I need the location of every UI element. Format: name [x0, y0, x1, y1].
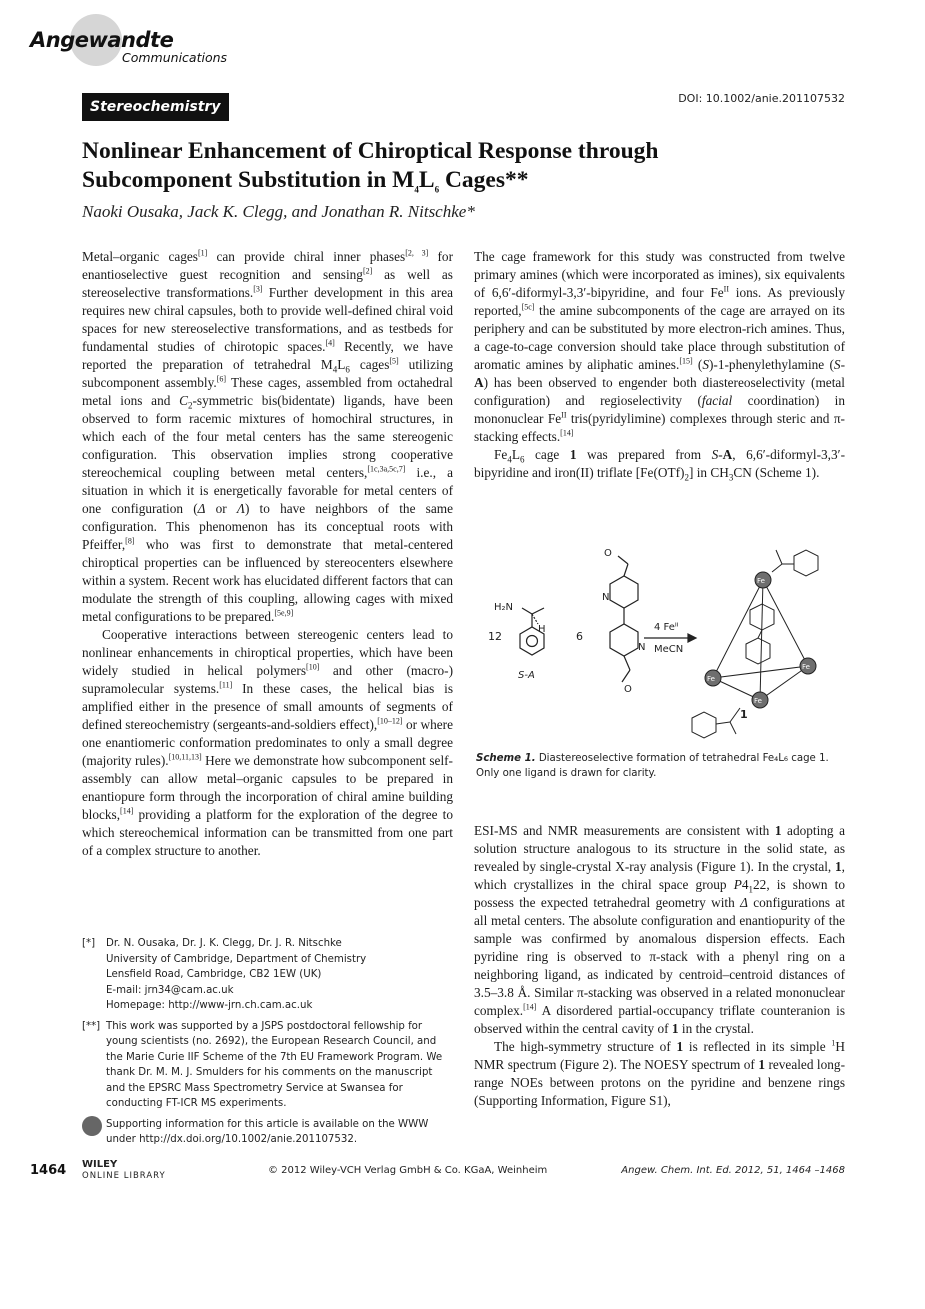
- scheme-caption: [476, 751, 846, 781]
- footnote-homepage[interactable]: Homepage: http://www-jrn.ch.cam.ac.uk: [106, 1000, 313, 1011]
- footnote-line: conducting FT-ICR MS experiments.: [106, 1098, 287, 1109]
- label-fe: Fe: [757, 577, 765, 585]
- journal-reference: Angew. Chem. Int. Ed. 2012, 51, 1464 –1468: [621, 1165, 845, 1176]
- paragraph: ESI-MS and NMR measurements are consistent with 1 adopting a solution structure analogous to its structure in the solid state, as revealed by single-crystal X-ray analysis (Figure 1). In the crystal, 1, which crystallizes in the chiral space group $P4_122$, is shown to possess the expected tetrahedral geometry with Δ configurations at all metal centers. The absolute configuration and enantiopurity of the sample was confirmed by anomalous dispersion effects. Each pyridine ring is observed to π-stack with a phenyl ring on a neighboring ligand, as indicated by centroid–centroid distances of 3.5–3.8 Å. Similar π-stacking was observed in a related mononuclear complex.[14] A disordered partial-occupancy triflate counteranion is observed within the central cavity of 1 in the crystal.: [474, 823, 846, 1036]
- scheme-caption-label: Scheme 1.: [476, 753, 536, 764]
- footnote-supporting-info: [82, 1117, 456, 1148]
- label-6: 6: [576, 630, 583, 643]
- footnote-line: Supporting information for this article is available on the WWW: [106, 1118, 429, 1130]
- footnote-line: thank Dr. M. M. J. Smulders for his comments on the manuscript: [106, 1067, 433, 1078]
- footnote-acknowledgement: [82, 1019, 456, 1112]
- wiley-logo: [82, 1159, 166, 1182]
- paragraph: The cage framework for this study was constructed from twelve primary amines (which were incorporated as imines), six equivalents of 6,6′-diformyl-3,3′-bipyridine, and four $Fe^{II}$ ions. As previously reported,[5c] the amine subcomponents of the cage are arrayed on its periphery and can be substituted by more electron-rich amines. Thus, a cage-to-cage conversion should take place through substitution of aromatic amines by aliphatic amines.[15] (S)-1-phenylethylamine (S-A) has been observed to engender both diastereoselectivity (metal configuration) and regioselectivity (facial coordination) in mononuclear $Fe^{II}$ tris(pyridylimine) complexes through steric and π-stacking effects.[14]: [474, 249, 846, 444]
- label-n-bottom: N: [638, 642, 646, 653]
- footnotes: [82, 936, 456, 1153]
- label-o-bottom: O: [624, 684, 632, 695]
- body-text-right-lower: [474, 822, 845, 1110]
- scheme-caption-text: Diastereoselective formation of tetrahedral Fe₄L₆ cage 1. Only one ligand is drawn for clarity.: [476, 753, 829, 779]
- footnote-line: and the EPSRC Mass Spectrometry Service at Swansea for: [106, 1082, 403, 1094]
- body-text-left: [82, 248, 453, 860]
- footnote-line: University of Cambridge, Department of Chemistry: [106, 953, 367, 965]
- footnote-line: Lensfield Road, Cambridge, CB2 1EW (UK): [106, 969, 322, 980]
- label-o-top: O: [604, 548, 612, 559]
- footnote-mark: [**]: [82, 1020, 101, 1032]
- label-n-top: N: [602, 592, 610, 603]
- title-line-2: Subcomponent Substitution in $M_4L_6$ Cages**: [82, 167, 529, 195]
- reaction-arrow: [644, 634, 696, 642]
- label-fe: Fe: [754, 697, 762, 705]
- article-title: [82, 137, 852, 195]
- author-list: Naoki Ousaka, Jack K. Clegg, and Jonathan R. Nitschke*: [82, 202, 475, 221]
- scheme-1-graphic: [478, 540, 848, 750]
- footnote-mark: [*]: [82, 938, 96, 949]
- footnote-link[interactable]: under http://dx.doi.org/10.1002/anie.201107532.: [106, 1134, 358, 1145]
- paragraph: Metal–organic cages[1] can provide chiral inner phases[2, 3] for enantioselective guest recognition and sensing[2] as well as stereoselective transformations.[3] Further development in this area requires new chiral capsules, both to provide well-defined chiral void spaces for new stereoselective transformations, and as testbeds for fundamental studies of chirotopic spaces.[4] Recently, we have reported the preparation of tetrahedral $M_4L_6$ cages[5] utilizing subcomponent assembly.[6] These cages, assembled from octahedral metal ions and $C_2$-symmetric bis(bidentate) ligands, have been observed to form racemic mixtures of homochiral structures, in which each of the four metal centers has the same stereogenic configuration. This observation implies strong cooperative stereochemical coupling between metal centers,[1c,3a,5c,7] i.e., a situation in which it is energetically favorable for metal centers of one configuration (Δ or Λ) to have neighbors of the same configuration. This phenomenon has its conceptual roots with Pfeiffer,[8] who was first to demonstrate that metal-centered chiroptical properties can be influenced by stereocenters elsewhere within a system. Recent work has elucidated different factors that can modulate the strength of this coupling, allowing cages with mixed metal configurations to be prepared.[5e,9]: [82, 248, 454, 624]
- supporting-info-icon: [82, 1116, 102, 1136]
- paragraph: $Fe_4L_6$ cage 1 was prepared from S-A, 6,6′-diformyl-3,3′-bipyridine and iron(II) triflate $[Fe(OTf)_2]$ in $CH_3CN$ (Scheme 1).: [474, 447, 845, 483]
- footnote-line: young scientists (no. 2692), the European Research Council, and: [106, 1036, 437, 1047]
- label-fe: Fe: [707, 675, 715, 683]
- doi[interactable]: DOI: 10.1002/anie.201107532: [678, 92, 845, 105]
- wiley-logo-text: WILEY: [82, 1159, 118, 1170]
- label-h: H: [538, 624, 546, 635]
- label-s-a: S-A: [518, 670, 535, 681]
- page-number: 1464: [30, 1163, 67, 1178]
- body-text-right-upper: [474, 248, 845, 482]
- journal-logo: Angewandte: [30, 28, 174, 52]
- section-tag: Stereochemistry: [82, 93, 229, 121]
- footnote-line: Dr. N. Ousaka, Dr. J. K. Clegg, Dr. J. R. Nitschke: [106, 938, 342, 949]
- label-h2n: H₂N: [494, 602, 514, 613]
- footnote-email[interactable]: E-mail: jrn34@cam.ac.uk: [106, 984, 234, 996]
- title-line-1: Nonlinear Enhancement of Chiroptical Response through: [82, 138, 659, 164]
- copyright: © 2012 Wiley-VCH Verlag GmbH & Co. KGaA, Weinheim: [268, 1165, 548, 1176]
- arrow-label-top: 4 Feᴵᴵ: [654, 622, 679, 633]
- journal-section-label: Communications: [122, 50, 228, 65]
- label-cage-1: 1: [740, 708, 748, 721]
- footnote-affiliation: [82, 936, 456, 1014]
- label-fe: Fe: [802, 663, 810, 671]
- footnote-line: This work was supported by a JSPS postdoctoral fellowship for: [106, 1020, 423, 1032]
- footnote-line: the Marie Curie IIF Scheme of the 7th EU Framework Program. We: [106, 1051, 443, 1063]
- wiley-logo-subtext: ONLINE LIBRARY: [82, 1171, 166, 1181]
- paragraph: The high-symmetry structure of 1 is reflected in its simple $^1$H NMR spectrum (Figure 2). The NOESY spectrum of 1 revealed long-range NOEs between protons on the pyridine and benzene rings (Supporting Information, Figure S1),: [474, 1038, 845, 1108]
- label-12: 12: [488, 630, 502, 643]
- bipyridine-structure: [610, 556, 638, 682]
- arrow-label-bottom: MeCN: [654, 644, 684, 655]
- paragraph: Cooperative interactions between stereogenic centers lead to nonlinear enhancements in chiroptical properties, which have been widely studied in helical polymers[10] and other (macro-) supramolecular systems.[11] In these cases, the helical bias is amplified either in the presence of small amounts of segments of defined stereochemistry (sergeants-and-soldiers effect),[10–12] or where one enantiomeric conformation predominates to only a small degree (majority rules).[10,11,13] Here we demonstrate how subcomponent self-assembly can allow metal–organic capsules to be prepared in enantiopure form through the incorporation of chiral amine building blocks,[14] providing a platform for the exploration of the degree to which stereochemical information can be transmitted from one part of a complex structure to another.: [82, 627, 454, 858]
